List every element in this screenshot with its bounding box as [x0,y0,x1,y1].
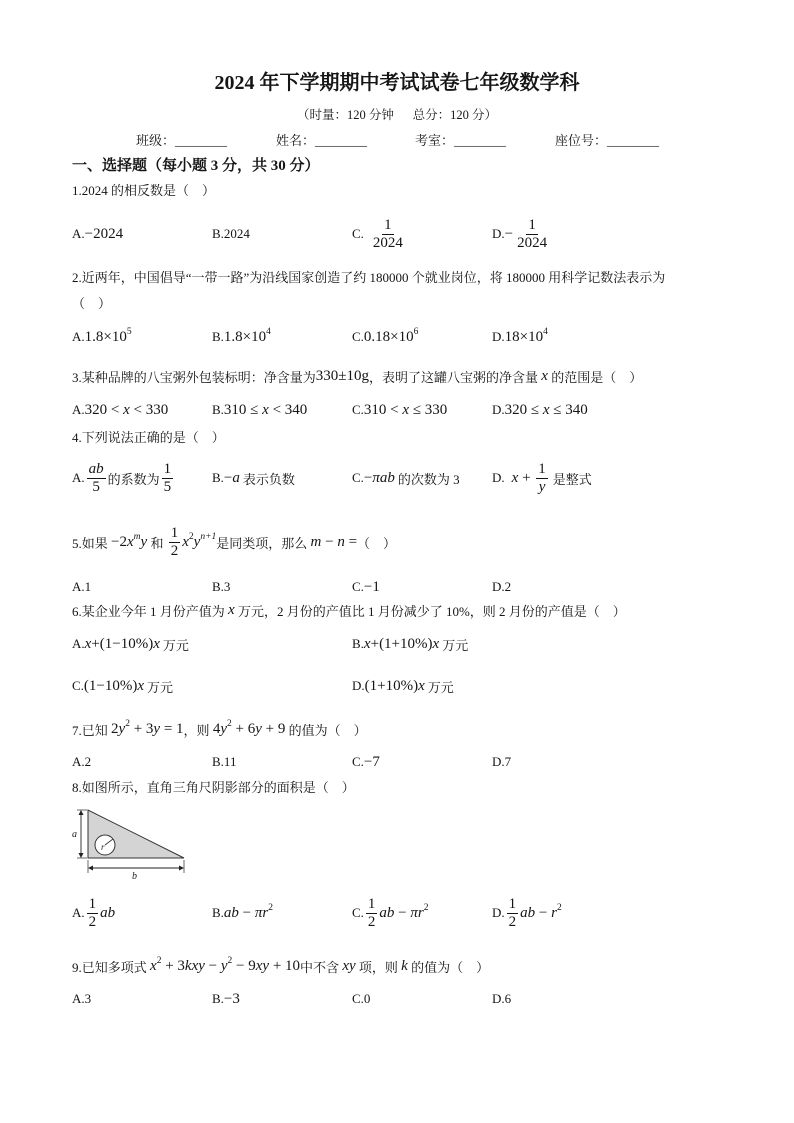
math-expression [504,326,548,346]
option-label: D. [492,402,505,417]
q8-option-d [492,893,562,933]
fraction [536,461,548,496]
label-a: a [72,829,77,840]
variable: y [220,957,228,974]
question-text: 中不含 [300,959,343,975]
option-label: A. [72,402,85,417]
label-r: r [101,842,105,852]
exponent: 2 [227,955,233,966]
option-label: B. [212,754,224,769]
numerator: 1 [163,460,172,477]
math-term: + 3 [161,957,185,974]
q6-option-c [72,666,173,706]
answer-bracket: （ ） [357,535,397,551]
math-expression [111,718,184,738]
exponent: m [133,531,141,542]
math-expression [223,902,273,922]
math-term: + [518,469,535,486]
numerator: 1 [367,895,376,912]
math-term: − [238,904,255,921]
math-term: ≤ 330 [409,401,448,418]
variable: y [118,720,126,737]
q8-option-a [72,893,115,933]
variable: x [262,401,269,418]
option-label: D. [352,678,365,693]
math-expression [365,678,425,695]
fraction [87,896,99,931]
option-label: A. [72,754,85,769]
question-text: 6.某企业今年 1 月份产值为 [72,603,229,619]
q6-option-a [72,624,189,664]
math-expression [505,402,588,419]
q1-option-d [492,214,551,254]
math-term: + [370,635,380,652]
denominator: 2 [88,913,97,930]
math-term: (1−10%) [83,677,138,694]
unit: 万元 [442,637,469,653]
option-value: 1 [84,579,92,594]
option-label: C. [352,905,364,920]
question-text: 的值为（ ） [285,722,367,738]
option-label: B. [212,991,224,1006]
fraction [507,896,519,931]
numerator: ab [88,460,104,477]
math-term: − 9 [232,957,256,974]
variable: x [542,401,550,418]
math-term: − [535,904,552,921]
option-text: 是整式 [552,471,592,487]
option-label: D. [492,226,505,241]
variable: x [402,401,410,418]
variable: x [123,401,130,418]
variable: x [228,601,235,618]
minus-sign: − [223,469,233,486]
math-expression [520,902,562,922]
variable: ab [379,904,395,921]
math-term: = 1 [160,720,184,737]
exponent: 2 [423,902,429,913]
section-title: 一、选择题（每小题 3 分，共 30 分） [72,158,320,174]
option-label: A. [72,991,85,1006]
q2-option-a [72,317,132,357]
option-value: 6 [504,991,512,1006]
field-blank: ________ [315,133,368,148]
denominator: 2 [170,542,179,559]
q2-stem [72,256,665,296]
variable: y [193,533,201,550]
exponent: 2 [556,902,562,913]
exponent: 2 [125,718,130,729]
q2-option-c [352,317,418,357]
minus-sign: − [504,225,514,242]
variable: xy [342,957,356,974]
math-expression [223,326,271,346]
power-base: 1.8×10 [84,328,127,345]
field-blank: ________ [175,133,228,148]
question-text: 5.如果 [72,535,112,551]
variable: ab [520,904,536,921]
question-text: 是同类项，那么 [216,535,311,551]
variable: y [255,720,262,737]
question-text: 4.下列说法正确的是（ ） [72,429,225,445]
q8-option-c [352,893,429,933]
math-expression [379,902,429,922]
denominator: 2 [367,913,376,930]
arrowhead-left [88,866,93,871]
question-text: ，则 [183,722,213,738]
q6-option-b [352,624,468,664]
denominator: 5 [92,478,100,495]
math-term: ≤ 340 [549,401,588,418]
option-value: 3 [223,579,231,594]
option-label: D. [492,579,505,594]
q9-option-c [352,979,370,1019]
option-label: D. [492,329,505,344]
option-label: A. [72,470,85,485]
field-label: 座位号： [555,133,608,148]
seat-number-field [555,131,659,151]
arrowhead-right [179,866,184,871]
variable: πr [254,904,269,921]
option-value: 2 [84,754,92,769]
q5-stem [72,522,396,562]
option-label: C. [352,991,364,1006]
arrowhead-down [79,853,84,858]
math-term: (1+10%) [364,677,419,694]
field-blank: ________ [607,133,660,148]
q6-option-d [352,666,454,706]
variable: ab [223,904,239,921]
option-label: D. [492,470,505,485]
math-expression [311,534,358,551]
option-value: 7 [504,754,512,769]
math-expression [84,678,144,695]
class-field [136,131,227,151]
option-label: B. [352,636,364,651]
variable: r [551,904,557,921]
option-label: A. [72,636,85,651]
math-expression [111,531,148,551]
q7-option-d [492,742,511,782]
arrowhead-up [79,810,84,815]
exponent: 4 [266,326,271,337]
option-text: 的次数为 3 [397,471,460,487]
fraction [366,896,378,931]
variable: πr [410,904,424,921]
variable: x [126,533,134,550]
math-expression [224,402,307,419]
q2-stem-continued [72,282,111,322]
option-label: A. [72,329,85,344]
math-expression [100,905,115,922]
math-expression [364,636,439,653]
variable: y [220,720,227,737]
q9-option-b [212,979,240,1019]
question-text: 7.已知 [72,722,112,738]
denominator: y [538,478,546,495]
question-text: 和 [147,535,167,551]
q1-option-c [352,214,407,254]
q4-option-d [492,458,592,498]
exponent: 6 [413,326,419,337]
field-blank: ________ [454,133,507,148]
field-label: 姓名： [276,133,316,148]
question-text: 1.2024 的相反数是（ ） [72,182,216,198]
option-label: B. [212,905,224,920]
q3-option-d [492,390,588,430]
variable: x [363,635,371,652]
variable: kxy [184,957,205,974]
option-label: D. [492,905,505,920]
minus-sign: − [363,469,373,486]
numerator: 1 [384,216,392,233]
exponent: n+1 [200,531,217,542]
q1-stem [72,169,215,209]
q9-stem [72,946,489,986]
question-text: ，表明了这罐八宝粥的净含量 [369,369,542,385]
option-text: 的系数为 [107,471,160,487]
math-expression [364,470,395,487]
option-label: A. [72,905,85,920]
question-text: 万元，2 月份的产值比 1 月份减少了 10%，则 2 月份的产值是（ ） [234,603,626,619]
option-value: −3 [223,990,240,1007]
q1-option-b [212,214,250,254]
numerator: 1 [528,216,536,233]
denominator: 2 [508,913,517,930]
variable: xy [255,957,270,974]
math-term: = [344,533,358,550]
math-term: 320 ≤ [504,401,543,418]
option-label: C. [352,329,364,344]
power-base: 1.8×10 [223,328,267,345]
q8-option-b [212,893,273,933]
variable: x [150,957,157,974]
exponent: 2 [268,902,273,913]
exponent: 2 [226,718,232,729]
variable: a [232,469,240,486]
variable: x [432,635,440,652]
variable: x [182,533,189,550]
math-expression [85,636,160,653]
option-label: C. [352,226,364,241]
variable: y [140,533,148,550]
q2-option-b [212,317,271,357]
numerator: 1 [508,895,517,912]
option-label: B. [212,329,224,344]
question-text: 的范围是（ ） [547,369,643,385]
math-expression [364,402,447,419]
variable: x [541,367,548,384]
math-term: (1−10%) [99,635,154,652]
math-term: − [394,904,411,921]
option-value: 11 [223,754,237,769]
unit: 万元 [162,637,189,653]
math-term: + [91,635,100,652]
option-label: C. [352,470,364,485]
question-text: 3.某种品牌的八宝粥外包装标明：净含量为 [72,369,316,385]
question-text: 8.如图所示，直角三角尺阴影部分的面积是（ ） [72,779,355,795]
label-b: b [132,871,137,881]
math-expression [212,718,286,738]
name-field [276,131,367,151]
variable: m [310,533,322,550]
math-term: 330±10g [315,367,369,384]
math-term: −2 [111,533,127,550]
option-value: 2024 [223,226,250,241]
math-term: 4 [212,720,221,737]
option-value: −7 [363,753,380,770]
triangle-ruler-figure [70,803,192,881]
variable: x [511,469,519,486]
q2-option-d [492,317,548,357]
denominator: 2024 [517,234,548,251]
option-value: −2024 [84,225,124,242]
field-label: 班级： [136,133,176,148]
math-term: + 6 [231,720,256,737]
option-value: 2 [504,579,512,594]
math-term: − [204,957,221,974]
math-term: < 340 [268,401,308,418]
variable: πab [372,469,395,486]
unit: 万元 [147,679,174,695]
denominator: 2024 [372,234,403,251]
option-value: 0 [363,991,371,1006]
fraction [162,461,174,496]
denominator: 5 [163,478,172,495]
fraction [515,217,549,252]
math-term: (1+10%) [379,635,433,652]
exponent: 5 [126,326,132,337]
question-text: 2.近两年，中国倡导“一带一路”为沿线国家创造了约 180000 个就业岗位，将 180000 用科学记数法表示为 [72,269,666,285]
power-base: 0.18×10 [363,328,414,345]
q4-option-a [72,458,175,498]
math-term: 310 ≤ [223,401,263,418]
option-value: −1 [363,578,380,595]
variable: k [401,957,408,974]
option-label: C. [72,678,84,693]
exam-room-field [415,131,506,151]
fraction [169,525,181,560]
math-term: − [321,533,338,550]
q7-option-c [352,742,380,782]
fraction [87,461,106,496]
option-label: D. [492,991,505,1006]
math-term: 2 [111,720,119,737]
option-label: A. [72,226,85,241]
option-label: B. [212,579,224,594]
math-term: 310 < [363,401,403,418]
math-expression [150,955,301,975]
q1-option-a [72,214,123,254]
math-term: 320 < [84,401,124,418]
variable: x [137,677,145,694]
q4-stem [72,416,225,456]
variable: y [153,720,161,737]
option-label: B. [212,402,224,417]
option-text: 表示负数 [242,471,295,487]
variable: x [418,677,425,694]
variable: ab [100,904,116,921]
math-term: + 3 [129,720,154,737]
field-label: 考室： [415,133,455,148]
math-expression [182,531,217,551]
question-text: 的值为（ ） [407,959,490,975]
q9-option-a [72,979,91,1019]
exam-time-score: （时量：120 分钟 总分：120 分） [296,108,497,122]
option-value: 3 [84,991,92,1006]
option-label: B. [212,470,224,485]
q3-option-c [352,390,447,430]
option-label: B. [212,226,224,241]
math-expression [224,470,240,487]
option-label: D. [492,754,505,769]
q8-stem [72,766,355,806]
exam-title: 2024 年下学期期中考试试卷七年级数学科 [214,72,580,94]
numerator: 1 [88,895,97,912]
power-base: 18×10 [504,328,544,345]
variable: n [337,533,345,550]
exponent: 2 [156,955,162,966]
variable: x [84,635,92,652]
math-expression [363,326,419,346]
fraction [371,217,405,252]
exponent: 4 [543,326,548,337]
option-label: A. [72,579,85,594]
q3-option-b [212,390,307,430]
question-text: 项，则 [355,959,402,975]
math-term: + 10 [269,957,301,974]
q4-option-b [212,458,295,498]
math-term: < 330 [129,401,169,418]
unit: 万元 [427,679,454,695]
option-label: C. [352,754,364,769]
math-term: + 9 [261,720,286,737]
exponent: 2 [188,531,194,542]
question-text: 9.已知多项式 [72,959,151,975]
math-expression [512,470,535,487]
numerator: 1 [538,460,546,477]
variable: x [153,635,160,652]
q9-option-d [492,979,511,1019]
q4-option-c [352,458,460,498]
numerator: 1 [170,524,179,541]
option-label: C. [352,579,364,594]
math-expression [84,326,132,346]
answer-bracket: （ ） [72,295,112,311]
option-label: C. [352,402,364,417]
